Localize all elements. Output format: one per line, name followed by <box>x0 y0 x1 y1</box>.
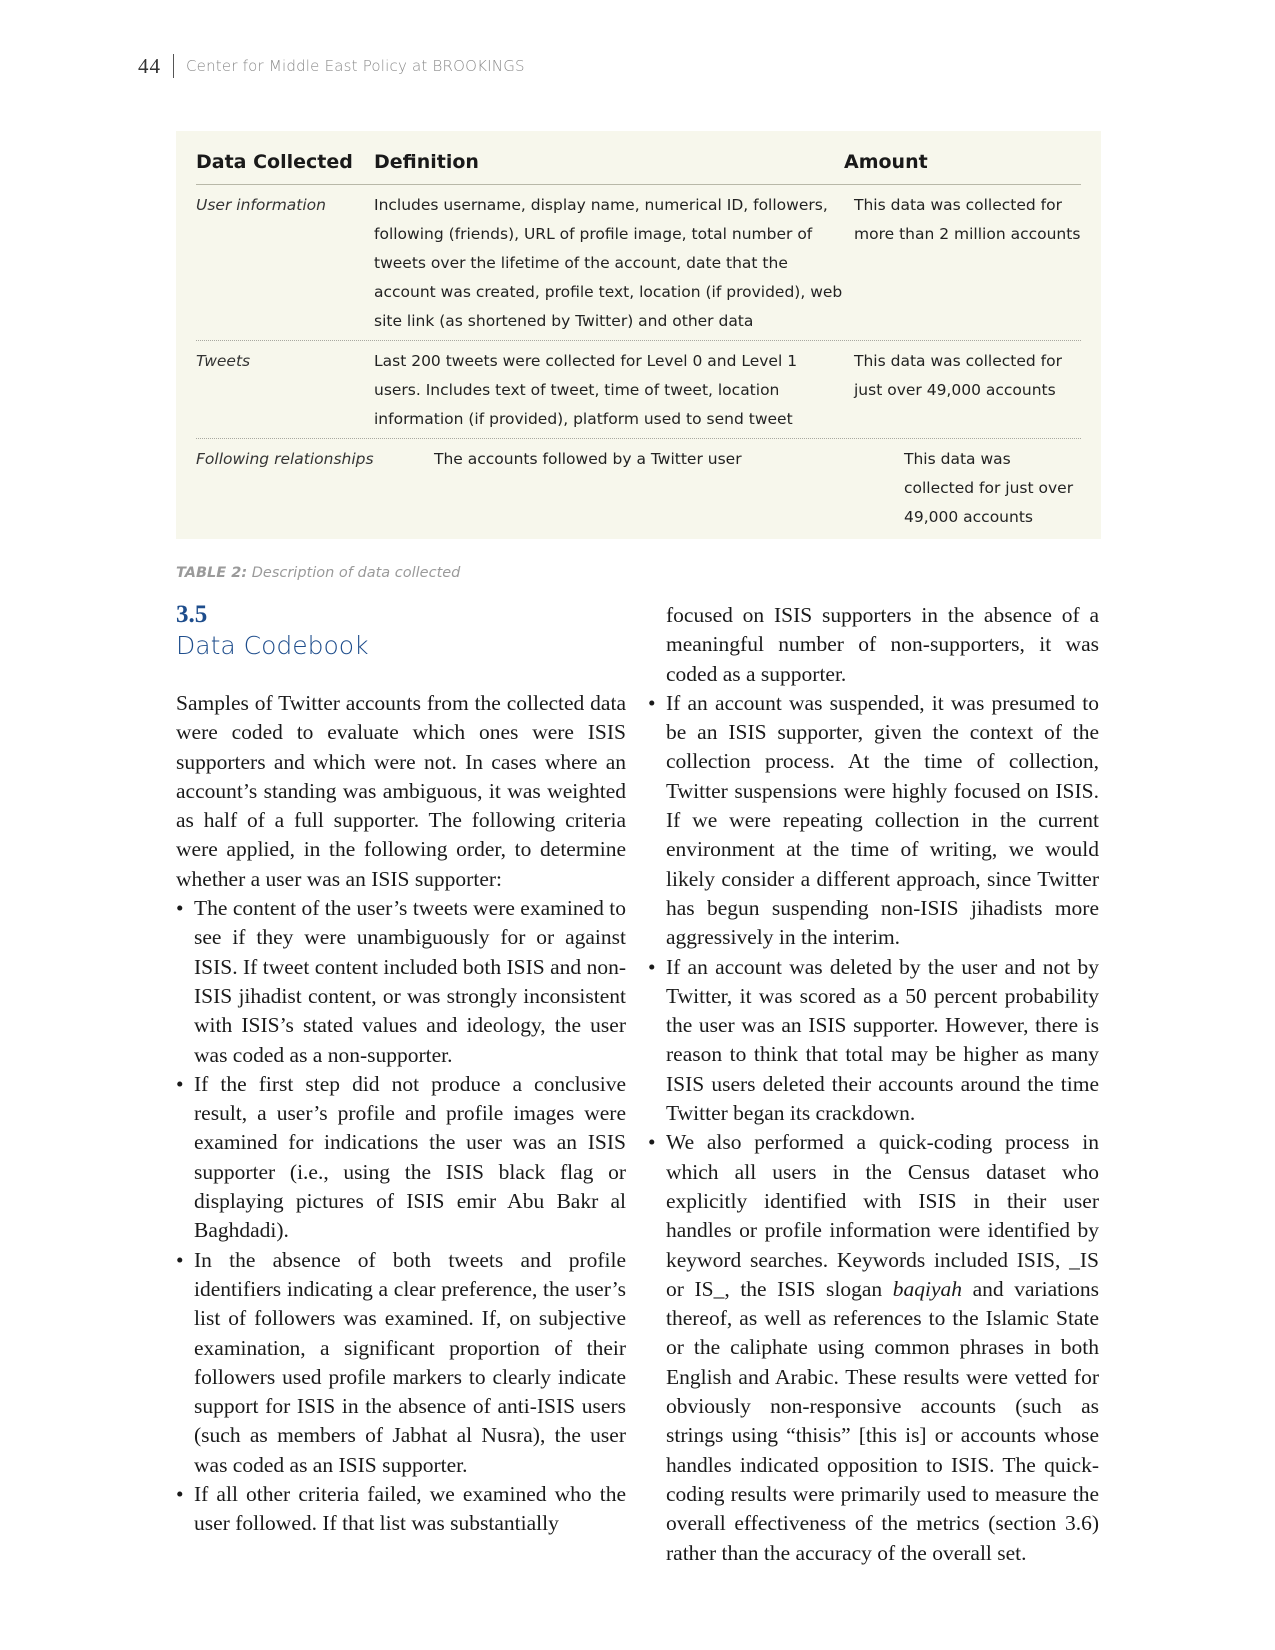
table-header-row <box>196 139 1081 185</box>
list-item: • If an account was suspended, it was presumed to be an ISIS supporter, given the context of the collection process. At the time of collection, Twitter suspensions were highly focused on ISIS. If we were repeating collection in the current environment at the time of writing, we would likely consider a different approach, since Twitter has begun suspending non-ISIS jihadists more aggressively in the interim. <box>648 689 1099 953</box>
list-item: • If all other criteria failed, we examined who the user followed. If that list was substantially <box>176 1480 626 1539</box>
cell-data-collected: Following relationships <box>196 450 374 468</box>
running-head: Center for Middle East Policy at BROOKINGS <box>186 57 525 75</box>
page-number: 44 <box>138 53 161 78</box>
cell-amount: This data was collected for just over 49,000 accounts <box>904 450 1074 526</box>
criteria-list-continued <box>666 601 1099 1568</box>
intro-paragraph: Samples of Twitter accounts from the collected data were coded to evaluate which ones were ISIS supporters and which were not. In cases where an account’s standing was ambiguous, it was weighted as half of a full supporter. The following criteria were applied, in the following order, to determine whether a user was an ISIS supporter: <box>176 691 626 891</box>
list-item <box>648 1128 1099 1567</box>
table-row <box>196 340 1081 438</box>
column-header-data-collected: Data Collected <box>196 150 353 173</box>
cell-definition: Includes username, display name, numerical ID, followers, following (friends), URL of profile image, total number of tweets over the lifetime of the account, date that the account was created, profile text, location (if provided), web site link (as shortened by Twitter) and other data <box>374 196 843 330</box>
list-item-continuation: focused on ISIS supporters in the absence of a meaningful number of non-supporters, it was coded as a supporter. <box>666 603 1099 686</box>
table-row <box>196 185 1081 340</box>
data-collected-table <box>176 131 1101 539</box>
column-header-amount: Amount <box>844 150 928 173</box>
section-title: Data Codebook <box>176 631 369 660</box>
cell-amount: This data was collected for just over 49,000 accounts <box>854 352 1062 399</box>
section-number: 3.5 <box>176 601 208 628</box>
table-caption <box>176 565 460 581</box>
list-item: • If an account was deleted by the user and not by Twitter, it was scored as a 50 percent probability the user was an ISIS supporter. However, there is reason to think that total may be higher as many ISIS users deleted their accounts around the time Twitter began its crackdown. <box>648 953 1099 1129</box>
criteria-list <box>176 894 626 1539</box>
cell-definition: The accounts followed by a Twitter user <box>434 450 742 468</box>
cell-amount: This data was collected for more than 2 million accounts <box>854 196 1081 243</box>
bullet-text-end: and variations thereof, as well as references to the Islamic State or the caliphate using common phrases in both English and Arabic. These results were vetted for obviously non-responsive accounts (such as strings using “thisis” [this is] or accounts whose handles indicated opposition to ISIS. The quick-coding results were primarily used to measure the overall effectiveness of the metrics (section 3.6) rather than the accuracy of the overall set. <box>666 1276 1099 1565</box>
right-column <box>666 601 1099 1568</box>
caption-text: Description of data collected <box>251 565 461 581</box>
cell-data-collected: Tweets <box>196 352 251 370</box>
cell-data-collected: User information <box>196 196 326 214</box>
bullet-text-italic: baqiyah <box>892 1276 962 1301</box>
list-item: • The content of the user’s tweets were examined to see if they were unambiguously for or against ISIS. If tweet content included both ISIS and non-ISIS jihadist content, or was strongly inconsistent with ISIS’s stated values and ideology, the user was coded as a non-supporter. <box>176 894 626 1070</box>
page-header <box>138 52 525 80</box>
caption-label: TABLE 2: <box>176 565 248 581</box>
list-item: • In the absence of both tweets and profile identifiers indicating a clear preference, the user’s list of followers was examined. If, on subjective examination, a significant proportion of their followers used profile markers to clearly indicate support for ISIS in the absence of anti-ISIS users (such as members of Jabhat al Nusra), the user was coded as an ISIS supporter. <box>176 1246 626 1480</box>
column-header-definition: Definition <box>374 150 479 173</box>
list-item: • If the first step did not produce a conclusive result, a user’s profile and profile images were examined for indications the user was an ISIS supporter (i.e., using the ISIS black flag or displaying pictures of ISIS emir Abu Bakr al Baghdadi). <box>176 1070 626 1246</box>
header-divider <box>173 54 174 78</box>
table-row <box>196 438 1081 536</box>
cell-definition: Last 200 tweets were collected for Level 0 and Level 1 users. Includes text of tweet, time of tweet, location information (if provided), platform used to send tweet <box>374 352 798 428</box>
bullet-text-start: We also performed a quick-coding process in which all users in the Census dataset who explicitly identified with ISIS in their user handles or profile information were identified by keyword searches. Keywords included ISIS, _IS or IS_, the ISIS slogan <box>666 1130 1099 1301</box>
left-column <box>176 600 626 1539</box>
